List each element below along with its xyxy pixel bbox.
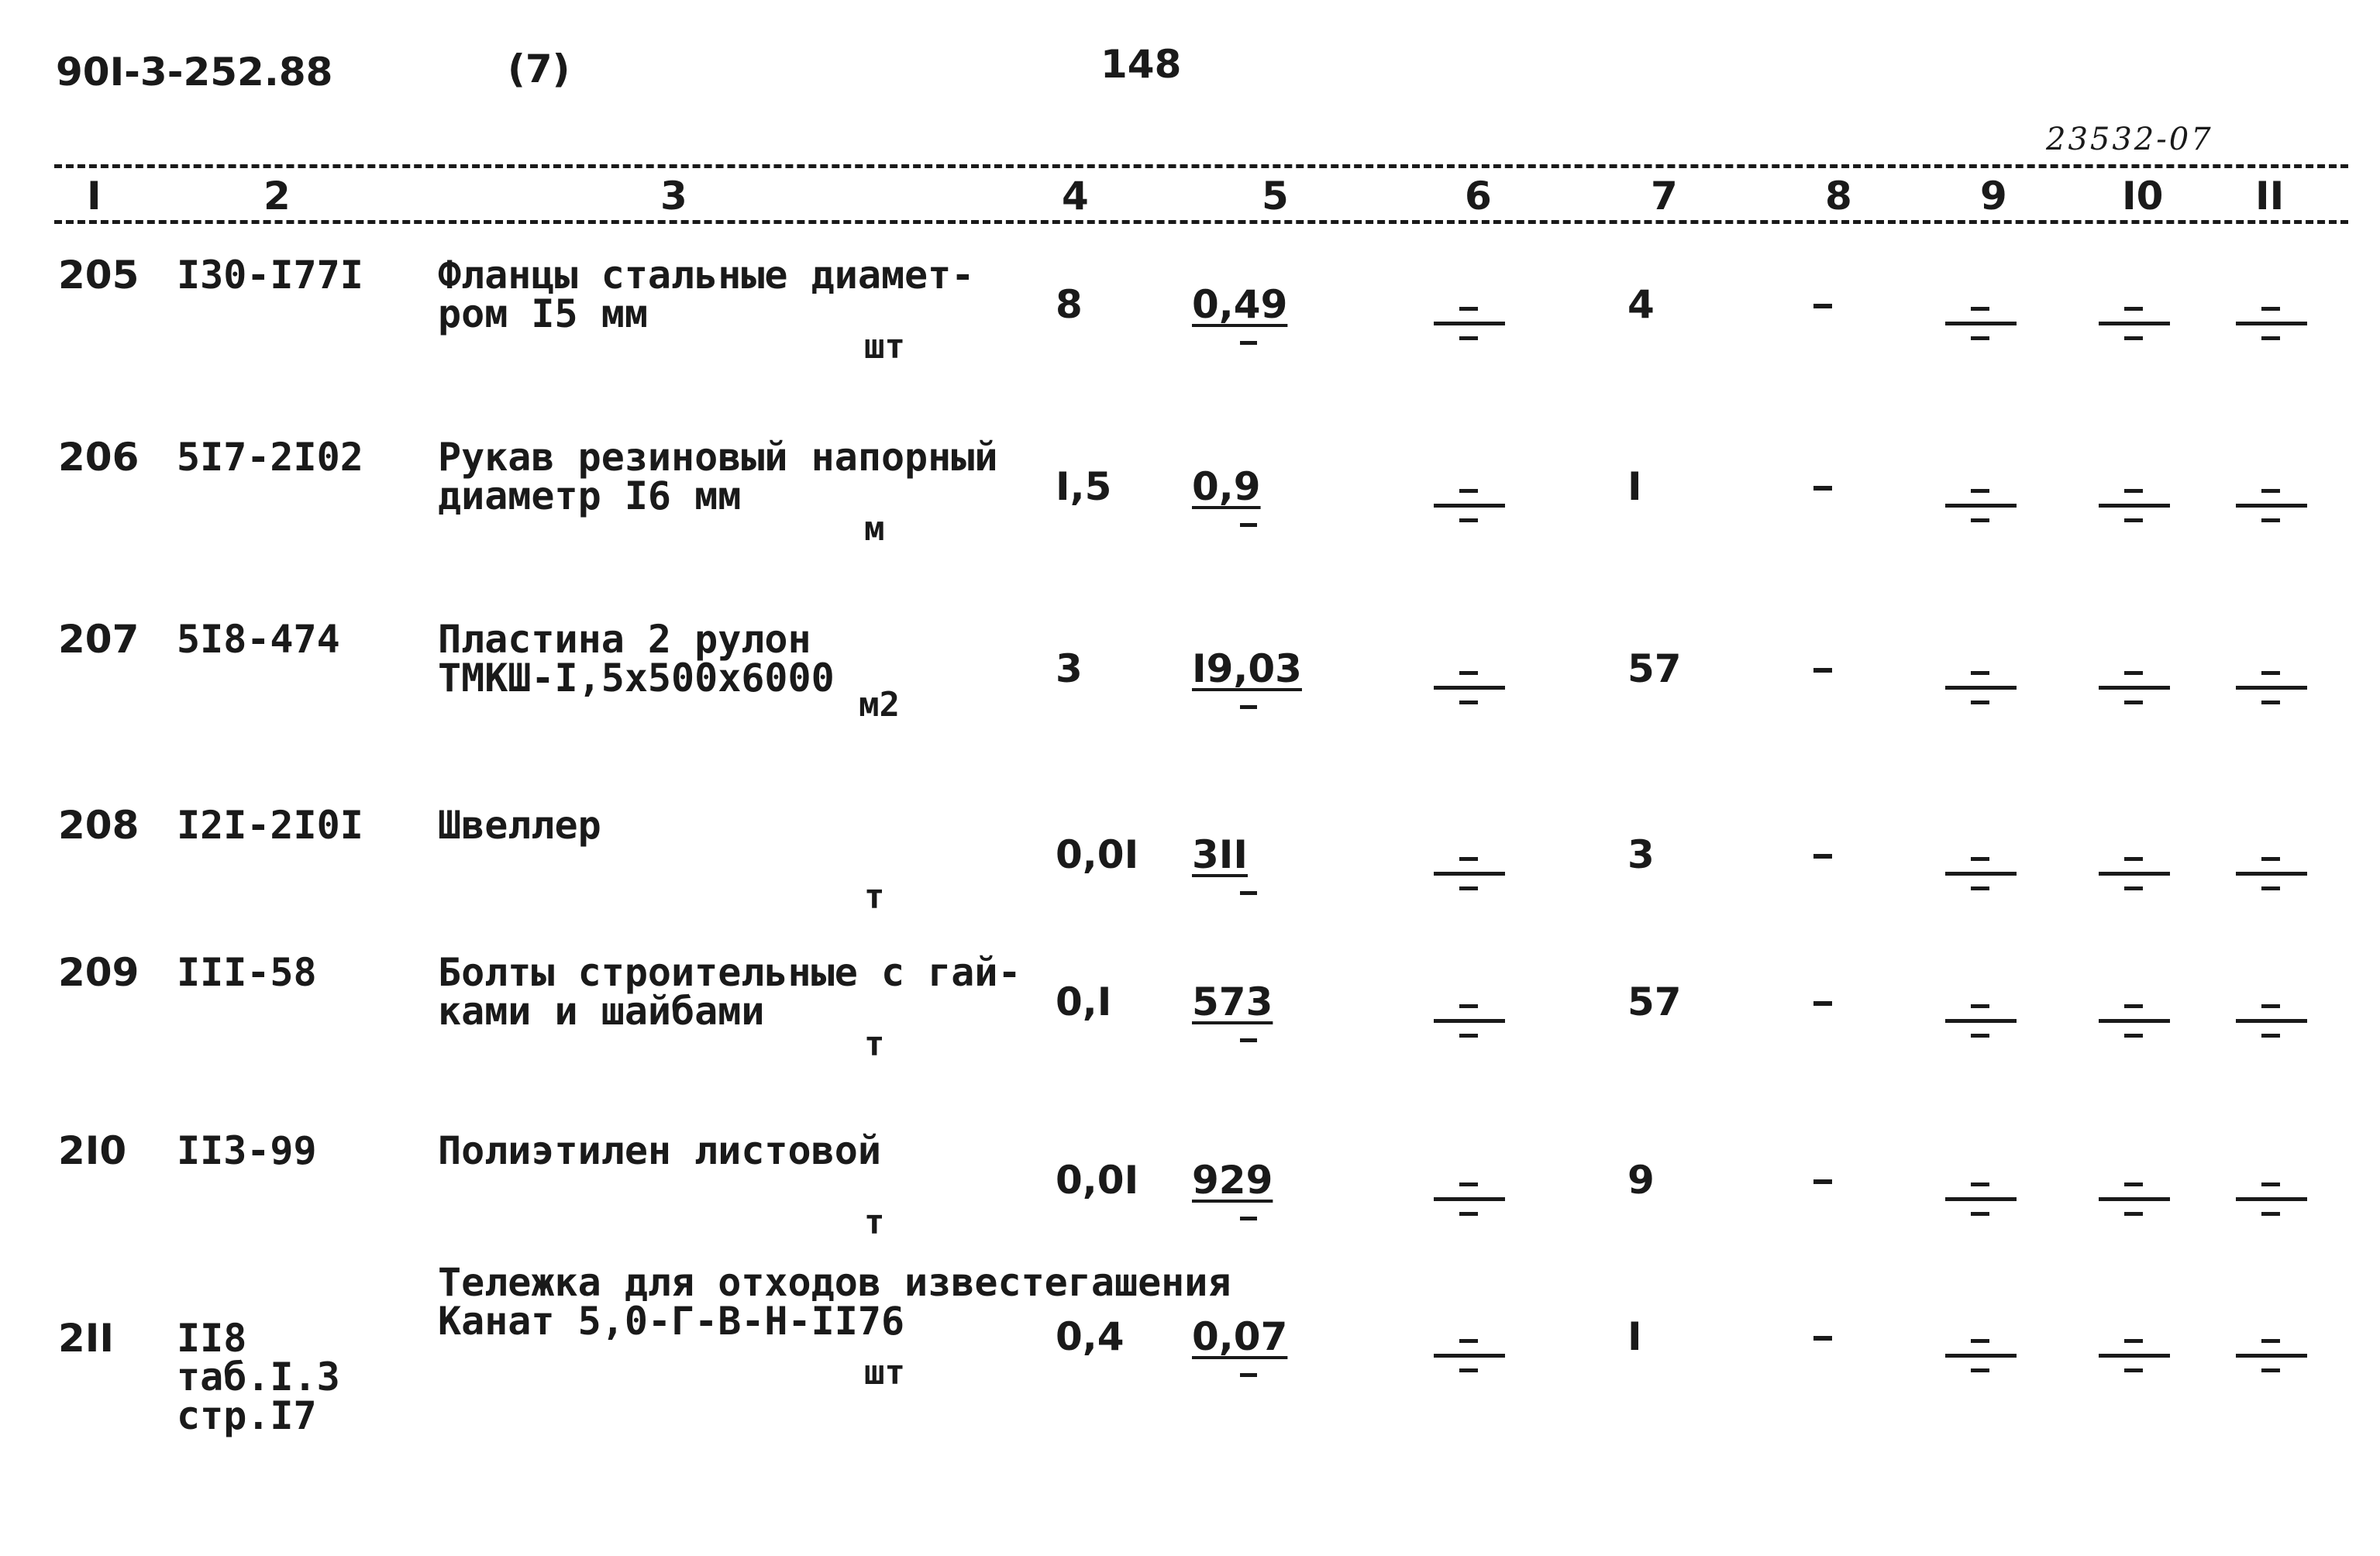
column-7-value: 4 [1627,282,1655,327]
column-7-value: 57 [1627,979,1682,1024]
unit-of-measure: м [864,509,885,549]
column-11-fraction [2236,671,2307,705]
unit-of-measure: шт [864,1353,905,1392]
column-6-fraction [1434,1339,1505,1373]
quantity: I,5 [1056,464,1112,509]
column-11-fraction [2236,1339,2307,1373]
price-fraction-dash [1240,705,1257,709]
column-9-fraction [1945,1004,2017,1038]
quantity: 0,0I [1056,832,1139,877]
column-11-fraction [2236,489,2307,523]
quantity: 0,0I [1056,1158,1139,1203]
column-header-6: 6 [1465,174,1492,219]
column-7-value: I [1627,464,1642,509]
resource-code: II3-99 [177,1128,317,1173]
column-7-value: 3 [1627,832,1655,877]
column-9-fraction [1945,1339,2017,1373]
row-number: 205 [58,253,139,298]
price-fraction-dash [1240,1038,1257,1042]
column-6-fraction [1434,1004,1505,1038]
row-number: 206 [58,435,139,480]
column-10-fraction [2099,307,2170,341]
quantity: 8 [1056,282,1083,327]
column-8-dash [1813,1001,1832,1006]
price-fraction-dash [1240,891,1257,895]
resource-code: I2I-2I0I [177,803,363,848]
column-8-dash [1813,304,1832,308]
column-header-11: II [2255,174,2285,219]
unit-price: I9,03 [1192,646,1302,691]
price-fraction-dash [1240,523,1257,527]
column-10-fraction [2099,489,2170,523]
column-9-fraction [1945,307,2017,341]
column-9-fraction [1945,857,2017,891]
price-fraction-dash [1240,1217,1257,1220]
header-top-rule [54,164,2348,168]
archive-stamp: 23532-07 [2046,122,2213,157]
price-fraction-dash [1240,1373,1257,1377]
unit-of-measure: т [864,1203,885,1242]
column-11-fraction [2236,307,2307,341]
resource-description: Рукав резиновый напорный диаметр I6 мм [438,435,998,518]
row-number: 2II [58,1316,114,1361]
unit-price: 0,9 [1192,464,1261,509]
column-6-fraction [1434,1182,1505,1217]
unit-of-measure: т [864,877,885,917]
quantity: 3 [1056,646,1083,691]
row-number: 208 [58,803,139,848]
unit-price: 573 [1192,979,1273,1024]
column-11-fraction [2236,1004,2307,1038]
column-header-8: 8 [1825,174,1852,219]
column-10-fraction [2099,1182,2170,1217]
column-header-3: 3 [660,174,687,219]
quantity: 0,I [1056,979,1112,1024]
resource-description: Пластина 2 рулон ТМКШ-I,5х500х6000 [438,617,835,701]
page-number: 148 [1100,42,1182,87]
column-7-value: I [1627,1314,1642,1359]
column-9-fraction [1945,489,2017,523]
column-9-fraction [1945,671,2017,705]
column-8-dash [1813,668,1832,673]
price-fraction-dash [1240,341,1257,345]
resource-description: Полиэтилен листовой [438,1128,881,1173]
unit-of-measure: т [864,1024,885,1064]
column-8-dash [1813,1179,1832,1184]
column-header-7: 7 [1651,174,1678,219]
column-header-9: 9 [1980,174,2007,219]
resource-code: 5I7-2I02 [177,435,363,480]
resource-description: Тележка для отходов известегашения Канат 5,0-Г-В-Н-II76 [438,1260,1231,1344]
row-number: 209 [58,950,139,995]
quantity: 0,4 [1056,1314,1125,1359]
unit-price: 3II [1192,832,1248,877]
column-header-2: 2 [263,174,291,219]
column-header-10: I0 [2122,174,2164,219]
column-8-dash [1813,1336,1832,1341]
unit-of-measure: м2 [859,685,900,725]
row-number: 2I0 [58,1128,127,1173]
column-7-value: 9 [1627,1158,1655,1203]
column-header-5: 5 [1262,174,1289,219]
resource-code: 5I8-474 [177,617,340,662]
document-code: 90I-3-252.88 [56,50,333,95]
column-10-fraction [2099,1339,2170,1373]
column-11-fraction [2236,1182,2307,1217]
row-number: 207 [58,617,139,662]
header-bottom-rule [54,220,2348,224]
column-6-fraction [1434,857,1505,891]
part-number: (7) [508,46,570,91]
column-9-fraction [1945,1182,2017,1217]
unit-price: 0,07 [1192,1314,1288,1359]
column-10-fraction [2099,857,2170,891]
resource-code: II8 таб.I.3 стр.I7 [177,1316,340,1438]
column-6-fraction [1434,489,1505,523]
resource-description: Фланцы стальные диамет- ром I5 мм [438,253,975,336]
resource-code: I30-I77I [177,253,363,298]
unit-price: 929 [1192,1158,1273,1203]
column-11-fraction [2236,857,2307,891]
column-7-value: 57 [1627,646,1682,691]
column-10-fraction [2099,1004,2170,1038]
unit-price: 0,49 [1192,282,1288,327]
resource-description: Швеллер [438,803,601,848]
column-header-1: I [87,174,102,219]
column-6-fraction [1434,307,1505,341]
column-10-fraction [2099,671,2170,705]
column-8-dash [1813,854,1832,859]
resource-code: III-58 [177,950,317,995]
unit-of-measure: шт [864,327,905,367]
column-8-dash [1813,486,1832,491]
column-header-4: 4 [1062,174,1089,219]
resource-description: Болты строительные с гай- ками и шайбами [438,950,1021,1034]
column-6-fraction [1434,671,1505,705]
